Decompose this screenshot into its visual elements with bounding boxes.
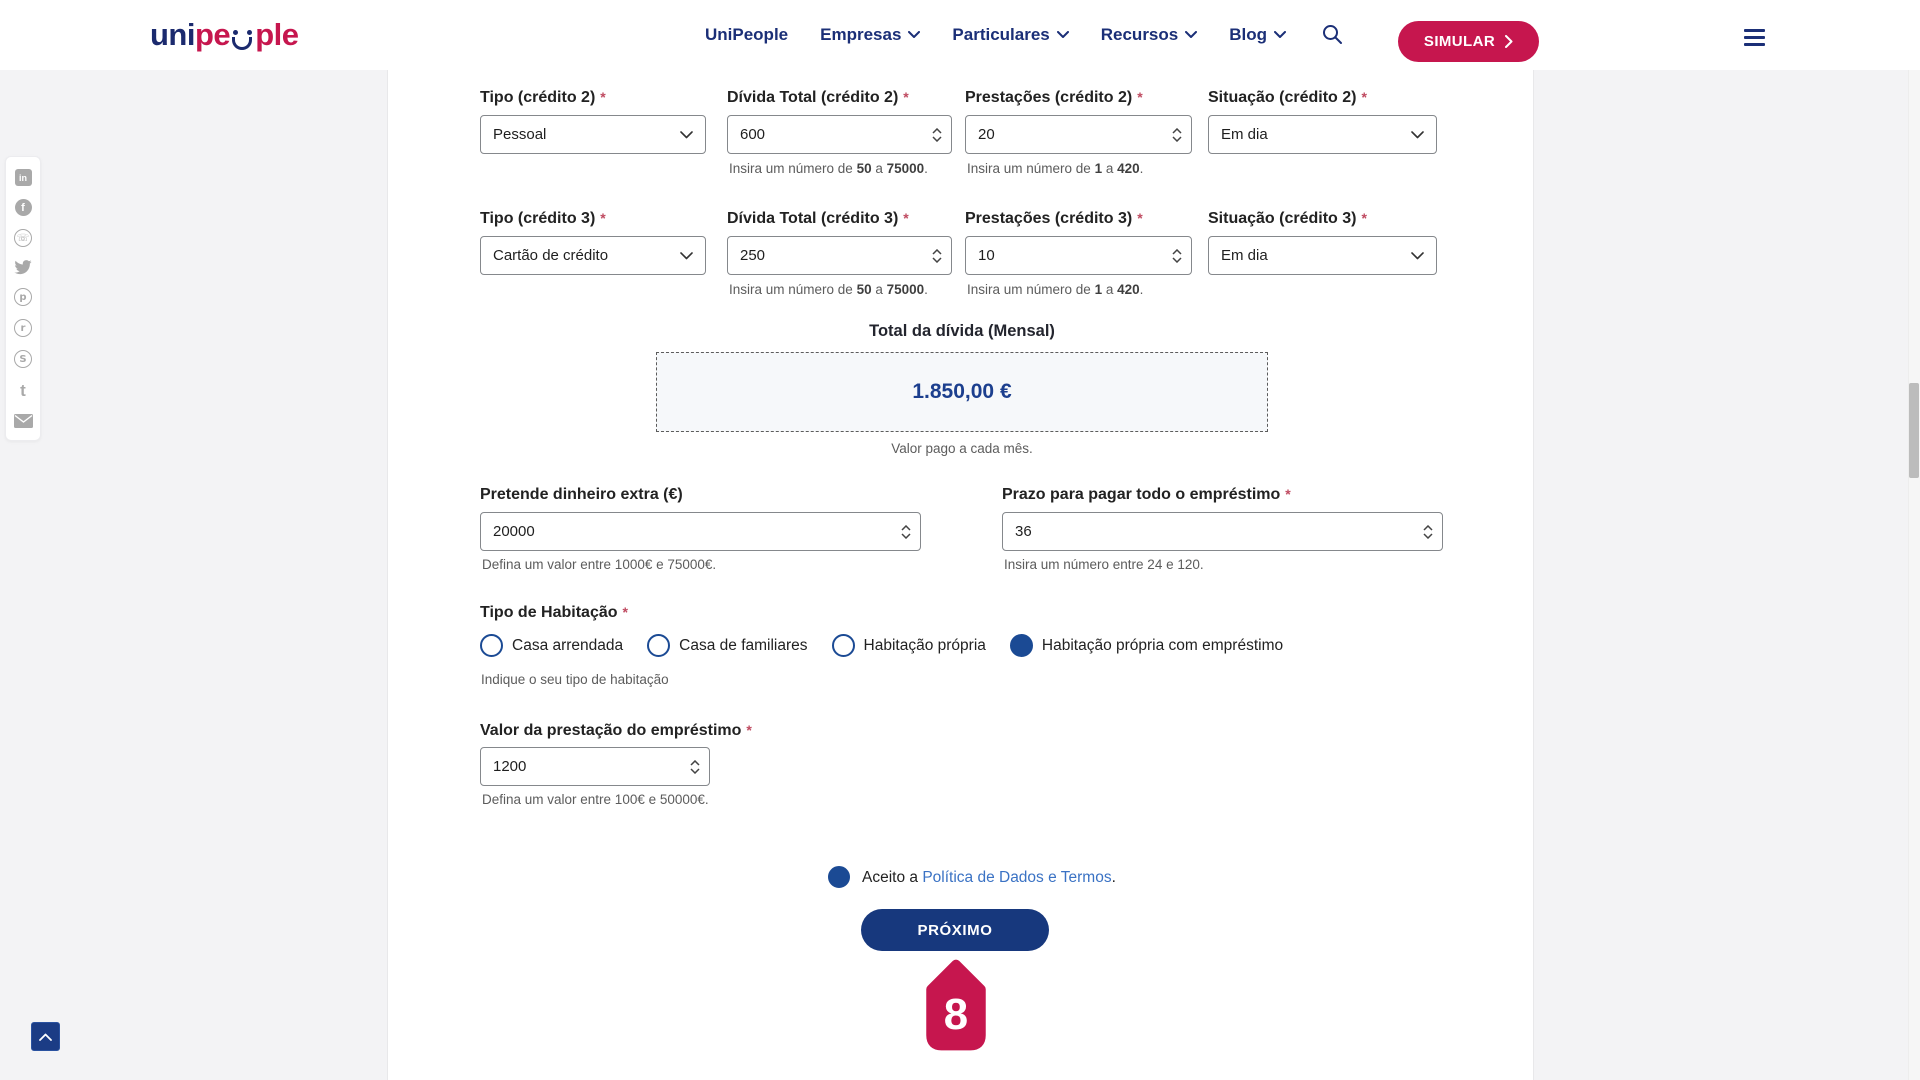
valor-prestacao-field [480,747,710,786]
required-asterisk: * [600,210,606,226]
required-asterisk: * [1361,210,1367,226]
radio-habitacao-propria[interactable] [832,634,986,657]
scrollbar-thumb[interactable] [1909,383,1919,478]
required-asterisk: * [903,89,909,105]
prazo-input[interactable] [1003,513,1442,550]
radio-circle [647,634,670,657]
prestacoes-credito3-input[interactable] [966,237,1191,274]
twitter-icon[interactable] [14,260,32,275]
logo-text-pe: pe [195,17,231,52]
chevron-down-icon [1185,31,1197,39]
whatsapp-icon[interactable]: ☏ [14,229,32,247]
required-asterisk: * [1361,89,1367,105]
nav-label: UniPeople [705,24,789,44]
nav-label: Recursos [1100,24,1179,44]
prestacoes-credito2-helper: Insira um número de 1 a 420. [967,161,1144,176]
menu-button[interactable] [1744,29,1765,46]
social-share-rail [5,156,41,441]
simular-button[interactable] [1398,21,1539,62]
divida-credito2-helper: Insira um número de 50 a 75000. [729,161,928,176]
total-divida-caption: Valor pago a cada mês. [891,441,1033,456]
nav-label: Blog [1229,24,1268,44]
chevron-down-icon [1411,252,1424,260]
linkedin-icon[interactable]: in [15,169,32,186]
chevron-down-icon [908,31,920,39]
valor-prestacao-helper: Defina um valor entre 100€ e 50000€. [482,792,709,807]
number-stepper[interactable] [1423,525,1433,539]
politica-dados-link[interactable]: Política de Dados e Termos [922,869,1112,886]
nav-label: Empresas [820,24,902,44]
number-stepper[interactable] [901,525,911,539]
required-asterisk: * [1137,89,1143,105]
radio-circle [1010,634,1033,657]
nav-item-blog[interactable] [1229,25,1286,45]
radio-circle [480,634,503,657]
dinheiro-extra-input[interactable] [481,513,920,550]
required-asterisk: * [622,604,628,620]
divida-credito3-field [727,236,952,275]
scrollbar-track [1908,0,1920,1080]
consent-text: Aceito a Política de Dados e Termos. [862,869,1116,886]
valor-prestacao-label: Valor da prestação do empréstimo * [480,722,752,739]
unipeople-logo[interactable] [150,17,298,53]
tipo-credito3-select[interactable]: Cartão de crédito [480,236,706,275]
prestacoes-credito3-field [965,236,1192,275]
radio-circle [832,634,855,657]
prazo-helper: Insira um número entre 24 e 120. [1004,557,1204,572]
smiley-o-icon [231,27,254,53]
email-icon[interactable] [14,414,33,428]
tipo-credito2-label: Tipo (crédito 2) * [480,89,606,106]
prestacoes-credito2-field [965,115,1192,154]
reddit-icon[interactable]: r [14,319,32,337]
tumblr-icon[interactable]: t [20,381,26,400]
habitacao-helper: Indique o seu tipo de habitação [481,672,669,687]
valor-prestacao-input[interactable] [481,748,709,785]
divida-credito3-helper: Insira um número de 50 a 75000. [729,282,928,297]
nav-item-recursos[interactable] [1101,25,1197,45]
required-asterisk: * [600,89,606,105]
required-asterisk: * [1137,210,1143,226]
pinterest-icon[interactable]: p [14,288,32,306]
dinheiro-extra-label: Pretende dinheiro extra (€) [480,486,683,503]
search-button[interactable] [1322,24,1343,45]
total-divida-value: 1.850,00 € [912,380,1012,403]
radio-label: Casa arrendada [512,636,624,654]
scroll-to-top-button[interactable] [31,1022,60,1051]
number-stepper[interactable] [1172,128,1182,142]
prestacoes-credito3-label: Prestações (crédito 3) * [965,210,1143,227]
main-nav [705,24,1343,45]
required-asterisk: * [903,210,909,226]
chevron-up-icon [39,1033,52,1041]
radio-habitacao-propria-com-emprestimo[interactable] [1010,634,1283,657]
situacao-credito3-select[interactable]: Em dia [1208,236,1437,275]
divida-credito2-label: Dívida Total (crédito 2) * [727,89,909,106]
site-header [0,0,1920,70]
divida-credito3-label: Dívida Total (crédito 3) * [727,210,909,227]
habitacao-label: Tipo de Habitação * [480,604,628,621]
chevron-down-icon [680,131,693,139]
divida-credito3-input[interactable] [728,237,951,274]
proximo-button[interactable]: PRÓXIMO [861,909,1049,951]
prestacoes-credito3-helper: Insira um número de 1 a 420. [967,282,1144,297]
required-asterisk: * [746,722,752,738]
required-asterisk: * [1285,486,1291,502]
number-stepper[interactable] [690,760,700,774]
search-icon [1322,24,1343,45]
prazo-field [1002,512,1443,551]
dinheiro-extra-helper: Defina um valor entre 1000€ e 75000€. [482,557,717,572]
habitacao-radio-group [480,634,1283,657]
situacao-credito2-label: Situação (crédito 2) * [1208,89,1367,106]
chevron-down-icon [1057,31,1069,39]
chevron-down-icon [1274,31,1286,39]
number-stepper[interactable] [932,249,942,263]
prestacoes-credito2-input[interactable] [966,116,1191,153]
chevron-right-icon [1505,35,1513,48]
radio-casa-de-familiares[interactable] [647,634,807,657]
radio-casa-arrendada[interactable] [480,634,623,657]
consent-checkbox[interactable] [828,866,850,888]
number-stepper[interactable] [1172,249,1182,263]
number-stepper[interactable] [932,128,942,142]
radio-label: Habitação própria [863,636,986,654]
divida-credito2-input[interactable] [728,116,951,153]
divida-credito2-field [727,115,952,154]
skype-icon[interactable]: S [14,350,32,368]
radio-label: Casa de familiares [679,636,808,654]
simular-label: SIMULAR [1423,33,1496,50]
chevron-down-icon [1411,131,1424,139]
logo-text-ple: ple [255,17,299,52]
prestacoes-credito2-label: Prestações (crédito 2) * [965,89,1143,106]
situacao-credito3-label: Situação (crédito 3) * [1208,210,1367,227]
hamburger-icon [1744,29,1765,32]
chevron-down-icon [680,252,693,260]
facebook-icon[interactable]: f [15,199,32,216]
tipo-credito3-label: Tipo (crédito 3) * [480,210,606,227]
prazo-label: Prazo para pagar todo o empréstimo * [1002,486,1291,503]
step-marker-number: 8 [943,989,969,1039]
dinheiro-extra-field [480,512,921,551]
logo-text-uni: uni [150,17,195,52]
situacao-credito2-select[interactable]: Em dia [1208,115,1437,154]
step-marker-badge [921,958,991,1059]
total-divida-title: Total da dívida (Mensal) [869,322,1055,340]
nav-item-unipeople[interactable] [705,25,788,45]
nav-item-particulares[interactable] [952,25,1068,45]
nav-label: Particulares [952,24,1050,44]
radio-label: Habitação própria com empréstimo [1041,636,1284,654]
tipo-credito2-select[interactable]: Pessoal [480,115,706,154]
total-divida-box [656,352,1268,432]
nav-item-empresas[interactable] [820,25,920,45]
